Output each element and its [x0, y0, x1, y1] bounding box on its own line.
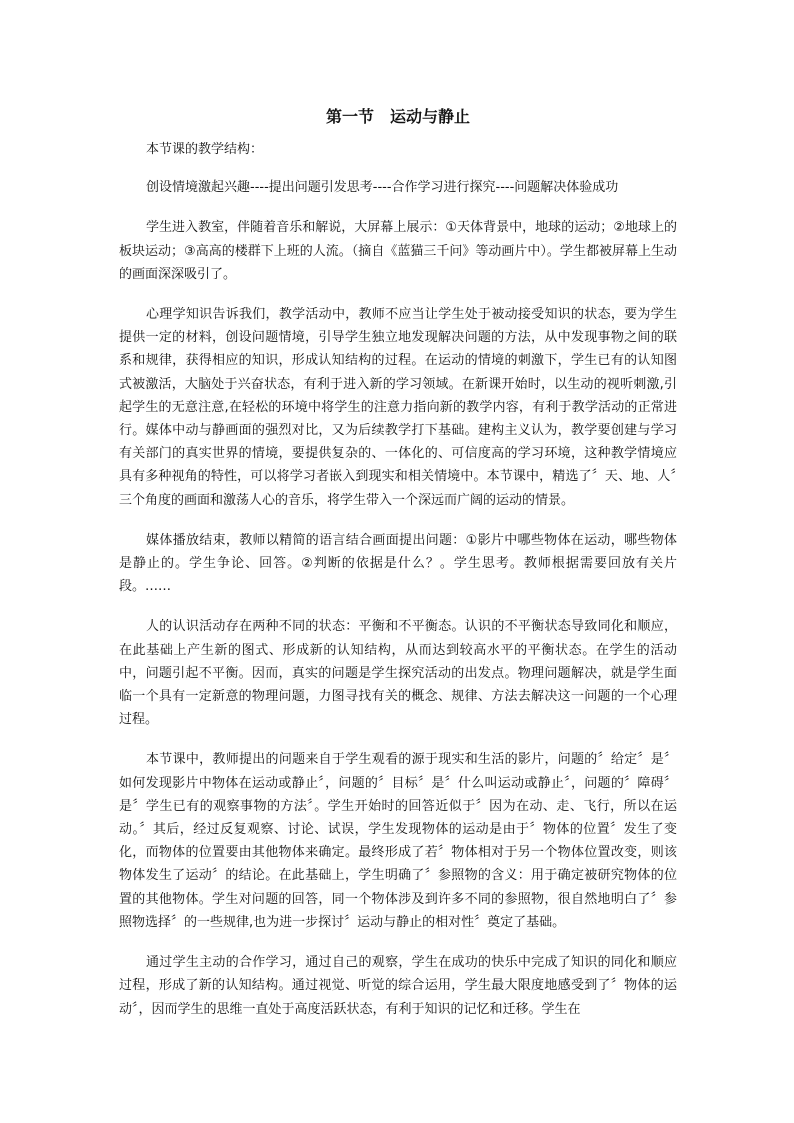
paragraph-cooperative-learning: 通过学生主动的合作学习，通过自己的观察，学生在成功的快乐中完成了知识的同化和顺应过程，形成了新的认知结构。通过视觉、听觉的综合运用，学生最大限度地感受到了〞物体的运动〞，因而学生的思维一直处于高度活跃状态，有利于知识的记忆和迁移。学生在 — [119, 955, 677, 1017]
document-page — [119, 104, 677, 1038]
paragraph-media-questions: 媒体播放结束，教师以精简的语言结合画面提出问题：①影片中哪些物体在运动，哪些物体是静止的。学生争论、回答。②判断的依据是什么？。学生思考。教师根据需要回放有关片段。…… — [119, 532, 677, 595]
paragraph-psychology: 心理学知识告诉我们，教学活动中，教师不应当让学生处于被动接受知识的状态，要为学生提供一定的材料，创设问题情境，引导学生独立地发现解决问题的方法，从中发现事物之间的联系和规律，获得相应的知识，形成认知结构的过程。在运动的情境的刺激下，学生已有的认知图式被激活，大脑处于兴奋状态，有利于进入新的学习领域。在新课开始时，以生动的视听刺激,引起学生的无意注意,在轻松的环境中将学生的注意力指向新的教学内容，有利于教学活动的正常进行。媒体中动与静画面的强烈对比，又为后续教学打下基础。建构主义认为，教学要创建与学习有关部门的真实世界的情境，要提供复杂的、一体化的、可信度高的学习环境，这种教学情境应具有多种视角的特性，可以将学习者嵌入到现实和相关情境中。本节课中，精选了〞天、地、人〞三个角度的画面和激荡人心的音乐，将学生带入一个深远而广阔的运动的情景。 — [119, 307, 677, 508]
paragraph-structure-flow: 创设情境激起兴趣----提出问题引发思考----合作学习进行探究----问题解决体验成功 — [146, 180, 619, 196]
paragraph-cognition: 人的认识活动存在两种不同的状态：平衡和不平衡态。认识的不平衡状态导致同化和顺应，在此基础上产生新的图式、形成新的认知结构，从而达到较高水平的平衡状态。在学生的活动中，问题引起不平衡。因而，真实的问题是学生探究活动的出发点。物理问题解决，就是学生面临一个具有一定新意的物理问题，力图寻找有关的概念、规律、方法去解决这一问题的一个心理过程。 — [119, 619, 677, 728]
paragraph-structure-heading: 本节课的教学结构： — [146, 142, 264, 157]
paragraph-intro-scene: 学生进入教室，伴随着音乐和解说，大屏幕上展示：①天体背景中，地球的运动；②地球上的板块运动；③高高的楼群下上班的人流。（摘自《蓝猫三千问》等动画片中）。学生都被屏幕上生动的画面深深吸引了。 — [119, 220, 677, 282]
paragraph-problem-solving: 本节课中，教师提出的问题来自于学生观看的源于现实和生活的影片，问题的〞给定〞是〞如何发现影片中物体在运动或静止〞，问题的〞目标〞是〞什么叫运动或静止〞，问题的〞障碍〞是〞学生已有的观察事物的方法〞。学生开始时的回答近似于〞因为在动、走、飞行，所以在运动。〞其后，经过反复观察、讨论、试误，学生发现物体的运动是由于〞物体的位置〞发生了变化，而物体的位置要由其他物体来确定。最终形成了若〞物体相对于另一个物体位置改变，则该物体发生了运动〞的结论。在此基础上，学生明确了〞参照物的含义：用于确定被研究物体的位置的其他物体。学生对问题的回答，同一个物体涉及到许多不同的参照物，很自然地明白了〞参照物选择〞的一些规律,也为进一步探讨〞运动与静止的相对性〞奠定了基础。 — [119, 752, 677, 930]
section-title: 第一节 运动与静止 — [325, 107, 470, 126]
